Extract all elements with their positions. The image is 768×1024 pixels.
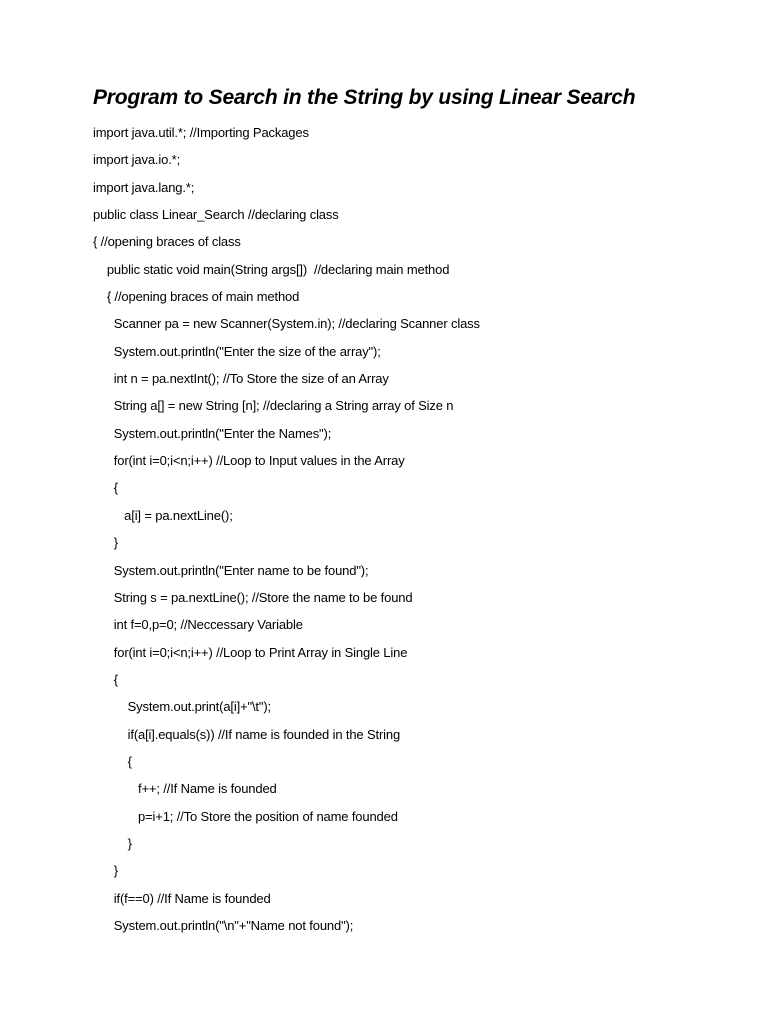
code-line: }: [93, 535, 118, 551]
code-line: System.out.println("\n"+"Name not found");: [93, 917, 354, 933]
document-title: Program to Search in the String by using Linear Search: [93, 86, 636, 109]
code-line: System.out.println("Enter name to be found");: [93, 562, 369, 578]
code-line: import java.io.*;: [93, 152, 181, 168]
code-line: Scanner pa = new Scanner(System.in); //declaring Scanner class: [93, 316, 480, 332]
code-line: if(f==0) //If Name is founded: [93, 890, 271, 906]
code-line: public static void main(String args[]) //declaring main method: [93, 261, 450, 277]
code-line: int n = pa.nextInt(); //To Store the size of an Array: [93, 371, 389, 387]
code-line: String s = pa.nextLine(); //Store the name to be found: [93, 589, 413, 605]
code-line: for(int i=0;i<n;i++) //Loop to Input values in the Array: [93, 453, 405, 469]
code-line: int f=0,p=0; //Neccessary Variable: [93, 617, 303, 633]
code-line: System.out.println("Enter the Names");: [93, 425, 332, 441]
code-line: a[i] = pa.nextLine();: [93, 507, 233, 523]
code-line: System.out.println("Enter the size of the array");: [93, 343, 381, 359]
code-line: p=i+1; //To Store the position of name founded: [93, 808, 398, 824]
code-line: f++; //If Name is founded: [93, 781, 277, 797]
code-line: { //opening braces of main method: [93, 289, 300, 305]
code-line: { //opening braces of class: [93, 234, 241, 250]
code-line: import java.lang.*;: [93, 179, 195, 195]
code-listing: [93, 124, 480, 944]
code-line: String a[] = new String [n]; //declaring a String array of Size n: [93, 398, 454, 414]
code-line: System.out.print(a[i]+"\t");: [93, 699, 272, 715]
code-line: {: [93, 671, 118, 687]
code-line: public class Linear_Search //declaring class: [93, 207, 339, 223]
code-line: if(a[i].equals(s)) //If name is founded in the String: [93, 726, 401, 742]
code-line: {: [93, 753, 132, 769]
code-line: import java.util.*; //Importing Packages: [93, 125, 309, 140]
code-line: }: [93, 863, 118, 879]
code-line: }: [93, 835, 132, 851]
code-line: for(int i=0;i<n;i++) //Loop to Print Array in Single Line: [93, 644, 408, 660]
code-line: {: [93, 480, 118, 496]
